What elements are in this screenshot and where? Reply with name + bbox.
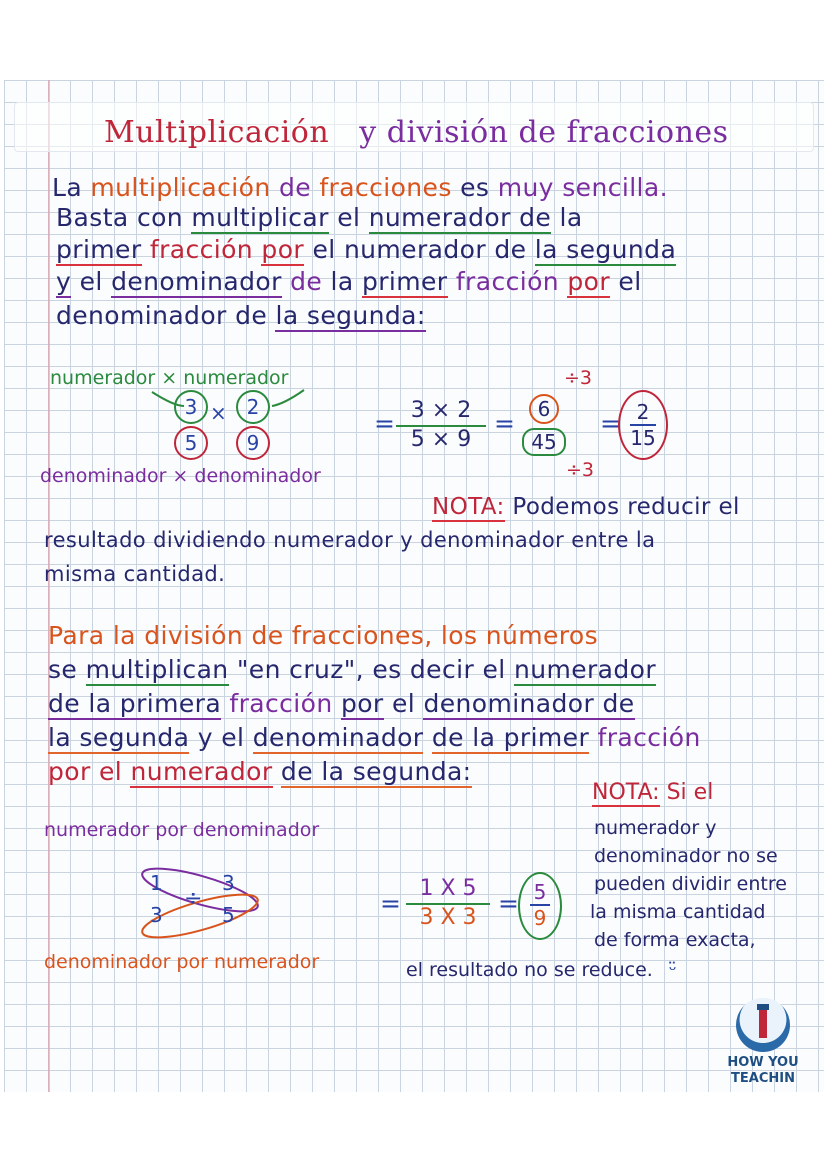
div-line-2: se multiplican "en cruz", es decir el numerador: [48, 655, 657, 684]
intro-line-2: Basta con multiplicar el numerador de la: [56, 203, 583, 232]
mult-reduced-num: 2: [630, 400, 656, 426]
title-part2: y división de fracciones: [359, 115, 729, 150]
div-n2: 3: [222, 871, 235, 895]
intro-line-3: primer fracción por el numerador de la segunda: [56, 235, 677, 264]
label-numerador-x-numerador: numerador × numerador: [50, 367, 289, 389]
mult-reduced: [618, 390, 668, 460]
intro-line-1: La multiplicación de fracciones es muy sencilla.: [52, 173, 668, 202]
div-result-den: 9: [533, 906, 547, 930]
note2-line-0: NOTA: Si el: [592, 780, 714, 805]
mult-product-num: 3 × 2: [396, 398, 486, 427]
page-title: [104, 116, 729, 151]
mult-equals-3: =: [600, 409, 621, 438]
notebook-page: [4, 80, 824, 1092]
mult-equals-2: =: [494, 409, 515, 438]
div-result-num: 5: [530, 880, 550, 906]
note2-line-3: denominador no se: [594, 845, 778, 867]
note2-heading: NOTA:: [592, 780, 660, 805]
mult-fractions: [174, 390, 274, 460]
mult-reduced-den: 15: [630, 426, 656, 450]
label-denominador-por-numerador: denominador por numerador: [44, 951, 320, 973]
mult-equals-1: =: [374, 409, 395, 438]
mult-n2: 2: [236, 390, 270, 424]
mult-d1: 5: [174, 426, 208, 460]
div-sign: ÷: [184, 886, 203, 911]
div-product-num: 1 X 5: [406, 876, 490, 905]
label-numerador-por-denominador: numerador por denominador: [44, 819, 320, 841]
title-part1: Multiplicación: [104, 115, 330, 150]
div-result: [518, 872, 562, 940]
note1-line-1: NOTA: Podemos reducir el: [432, 494, 740, 520]
mult-div-top: ÷3: [564, 367, 593, 389]
note2-line-6: de forma exacta,: [594, 929, 756, 951]
mult-d2: 9: [236, 426, 270, 460]
smiley-icon: ᵕ̈: [668, 959, 677, 981]
label-denominador-x-denominador: denominador × denominador: [40, 465, 321, 487]
mult-times: ×: [210, 401, 227, 425]
mult-n1: 3: [174, 390, 208, 424]
div-line-5: por el numerador de la segunda:: [48, 757, 472, 786]
div-equals-1: =: [380, 889, 401, 918]
mult-div-bottom: ÷3: [566, 459, 595, 481]
mult-product-den: 5 × 9: [410, 427, 472, 452]
note1-line-3: misma cantidad.: [44, 562, 226, 586]
div-line-4: la segunda y el denominador de la primer fracción: [48, 723, 701, 752]
div-product-den: 3 X 3: [419, 905, 477, 930]
how-you-teachin-logo: [718, 998, 808, 1086]
div-product: [406, 876, 490, 930]
note2-line-7: el resultado no se reduce. ᵕ̈: [406, 959, 677, 981]
logo-text: HOW YOU TEACHIN: [727, 1055, 799, 1086]
note2-line-2: numerador y: [594, 817, 717, 839]
note2-line-4: pueden dividir entre: [594, 873, 787, 895]
mult-result-num: 6: [529, 394, 559, 424]
note2-line-5: la misma cantidad: [590, 901, 766, 923]
mult-product: [396, 398, 486, 452]
div-n1: 1: [150, 871, 163, 895]
note1-heading: NOTA:: [432, 494, 505, 520]
note1-line-2: resultado dividiendo numerador y denominador entre la: [44, 528, 656, 552]
div-line-1: Para la división de fracciones, los números: [48, 621, 598, 650]
mult-result-den: 45: [522, 428, 566, 456]
div-fractions: [144, 870, 264, 940]
mult-result: [516, 394, 572, 456]
lighthouse-icon: [736, 998, 790, 1052]
intro-line-5: denominador de la segunda:: [56, 301, 426, 330]
div-equals-2: =: [498, 889, 519, 918]
intro-line-4: y el denominador de la primer fracción por el: [56, 267, 642, 296]
div-d1: 3: [150, 903, 163, 927]
div-line-3: de la primera fracción por el denominador de: [48, 689, 635, 718]
div-d2: 5: [222, 903, 235, 927]
